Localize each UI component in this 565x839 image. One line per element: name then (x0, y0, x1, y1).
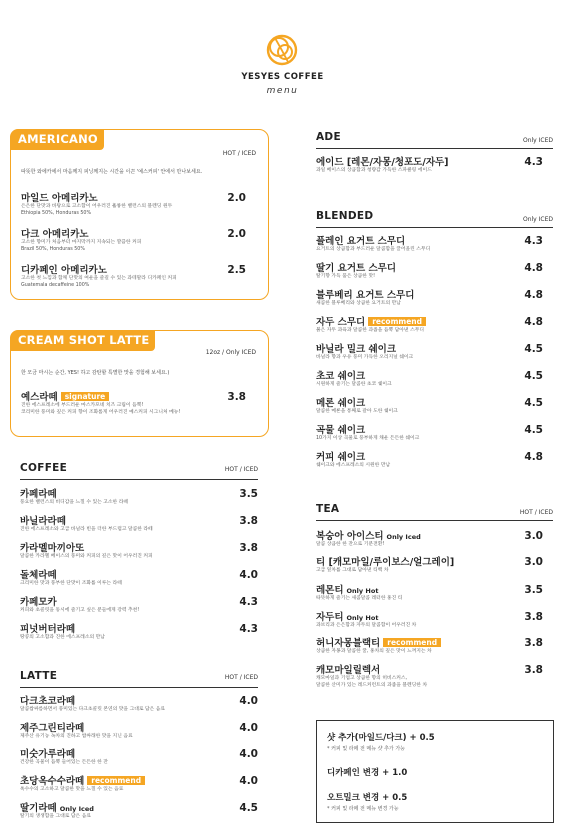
item-price: 3.5 (524, 584, 543, 596)
blended-section (316, 210, 553, 475)
item-name: 플레인 요거트 스무디 (316, 236, 406, 247)
item-price: 4.5 (524, 370, 543, 382)
item-price: 4.3 (524, 156, 543, 168)
menu-item (21, 389, 246, 416)
item-price: 4.8 (524, 262, 543, 274)
addon-name: 디카페인 변경 + 1.0 (327, 768, 408, 778)
menu-item (20, 746, 258, 767)
menu-item (316, 154, 553, 175)
item-price: 2.0 (227, 228, 246, 240)
item-name: 에이드 [레몬/자몽/청포도/자두] (316, 157, 449, 168)
menu-item (20, 486, 258, 507)
item-desc: 달콤쌉싸름하면서 풍미있는 다크초콜릿 본연의 맛을 그대로 담은 음료 (20, 707, 166, 712)
section-temp-label: HOT / ICED (224, 674, 258, 681)
menu-item (316, 314, 553, 335)
item-price: 4.5 (524, 424, 543, 436)
item-desc: 진한 에스프레소에 부드러운 마스카포네 치즈 크림이 듬뿍! (21, 403, 144, 408)
section-title: ADE (316, 131, 341, 143)
item-price: 4.8 (524, 451, 543, 463)
menu-item (20, 693, 258, 714)
section-temp-label: 12oz / Only ICED (205, 349, 256, 356)
menu-item (316, 395, 553, 416)
menu-item (21, 190, 246, 217)
section-intro: 따뜻한 와에카에서 마음께지 피닝께지는 시간을 이끈 '예스커피' 안에서 만나보세요. (21, 169, 203, 175)
section-temp-label: Only ICED (522, 137, 553, 144)
addons-box (316, 720, 554, 823)
section-divider (20, 687, 258, 688)
latte-section (20, 670, 258, 830)
menu-item (316, 368, 553, 389)
item-price: 3.0 (524, 530, 543, 542)
item-name: 예스라떼 (21, 392, 58, 403)
item-price: 4.3 (239, 596, 258, 608)
coffee-section (20, 462, 258, 647)
item-name: 자두티 (316, 612, 344, 623)
item-desc: 요거트의 상큼함과 부드러운 달콤함을 끌어올린 스무디 (316, 247, 431, 252)
item-name: 카라멜마끼아또 (20, 543, 85, 554)
item-desc: 풍요한 밸런스의 비디감을 느낄 수 있는 고소한 라떼 (20, 500, 128, 505)
section-title: CREAM SHOT LATTE (10, 330, 155, 351)
item-name: 딸기 요거트 스무디 (316, 263, 397, 274)
item-desc: 10가지 이상 곡물로 풍부하게 채운 든든한 쉐이크 (316, 436, 420, 441)
item-price: 4.0 (239, 775, 258, 787)
item-desc: 캐모마일과 기업고 상큼한 향의 히비스커스, (316, 676, 408, 681)
menu-item (316, 260, 553, 281)
recommend-badge: recommend (383, 638, 441, 647)
item-desc: 딸기의 생생함을 그대로 담은 음료 (20, 814, 91, 819)
item-desc: 상큼한 자몽과 달콤한 꿀, 홍차의 깊은 맛이 느껴지는 차 (316, 649, 432, 654)
item-note: Only Iced (59, 805, 94, 813)
section-title: BLENDED (316, 210, 374, 222)
item-price: 4.0 (239, 695, 258, 707)
tea-section (316, 503, 553, 698)
section-temp-label: Only ICED (522, 216, 553, 223)
item-price: 3.0 (524, 556, 543, 568)
menu-item (316, 662, 553, 689)
item-note: Only Hot (346, 614, 379, 622)
item-name: 다크 아메리카노 (21, 229, 89, 240)
menu-item (21, 226, 246, 253)
item-desc: 따뜻하게 즐기는 새콤달콤 레터한 홍진 티 (316, 596, 403, 601)
cream-shot-latte-section (10, 330, 269, 437)
item-name: 다크초코라떼 (20, 696, 76, 707)
section-title: TEA (316, 503, 340, 515)
item-desc: 옥수수의 고소하고 달콤한 맛을 느낄 수 있는 음료 (20, 787, 124, 792)
menu-item (20, 800, 258, 821)
menu-item (316, 528, 553, 549)
item-price: 4.0 (239, 722, 258, 734)
recommend-badge: recommend (368, 317, 426, 326)
item-name: 바닐라라떼 (20, 516, 66, 527)
item-price: 4.5 (524, 397, 543, 409)
item-name: 레몬티 (316, 585, 344, 596)
menu-item (20, 567, 258, 588)
section-divider (316, 148, 553, 149)
section-divider (316, 227, 553, 228)
item-name: 초코 쉐이크 (316, 371, 366, 382)
brand-name: YESYES COFFEE (241, 72, 324, 82)
menu-item (20, 621, 258, 642)
item-name: 블루베리 요거트 스무디 (316, 290, 415, 301)
section-temp-label: HOT / ICED (224, 466, 258, 473)
menu-item (316, 233, 553, 254)
item-note: Only Hot (346, 587, 379, 595)
section-intro: 한 모금 마시는 순간, YES! 하고 감탄할 특별한 맛을 경험해 보세요.) (21, 370, 170, 376)
section-title: AMERICANO (10, 129, 104, 150)
item-desc: 딸기향 가득 품은 상큼한 맛! (316, 274, 375, 279)
item-name: 바닐라 밀크 쉐이크 (316, 344, 397, 355)
item-price: 3.8 (524, 637, 543, 649)
item-price: 4.8 (524, 289, 543, 301)
item-note: Only Iced (386, 533, 421, 541)
item-price: 4.0 (239, 748, 258, 760)
item-price: 3.8 (524, 611, 543, 623)
item-name: 제주그린티라떼 (20, 723, 85, 734)
addon-item (327, 791, 407, 812)
item-name: 복숭아 아이스티 (316, 531, 384, 542)
item-desc: 진한 에스프레소와 고급 바닐라 빈을 더한 부드럽고 달콤한 라떼 (20, 527, 153, 532)
addon-item (327, 766, 407, 778)
menu-item (20, 594, 258, 615)
item-name: 디카페인 아메리카노 (21, 265, 107, 276)
item-desc: 고급 잎차를 그대로 담아낸 티백 차 (316, 568, 389, 573)
item-desc: 고소한 첫 느낌과 함께 단맛의 여운을 즐길 수 있는 과테말라 디카페인 커피 (21, 276, 177, 281)
brand-subtitle: menu (266, 86, 299, 96)
recommend-badge: recommend (87, 776, 145, 785)
signature-badge: signature (61, 392, 110, 401)
item-desc: 바닐라 향과 우유 풍미 가득한 오리지널 쉐이크 (316, 355, 414, 360)
section-temp-label: HOT / ICED (519, 509, 553, 516)
item-desc: 시원하게 즐기는 달콤한 초코 쉐이크 (316, 382, 392, 387)
menu-item (20, 540, 258, 561)
item-desc: 새콤한 블루베리와 상큼한 요거트의 만남 (316, 301, 401, 306)
section-title: LATTE (20, 670, 58, 682)
item-price: 3.8 (524, 664, 543, 676)
item-price: 4.5 (524, 343, 543, 355)
menu-item (316, 341, 553, 362)
addon-name: 오트밀크 변경 + 0.5 (327, 793, 408, 803)
item-price: 3.8 (239, 515, 258, 527)
item-desc: 코리미한 풍미와 깊은 커피 향이 조화롭게 어우러진 예스커피 시그니처 메뉴! (21, 409, 181, 415)
menu-item (316, 449, 553, 470)
item-price: 3.8 (239, 542, 258, 554)
item-name: 캐모마일릴렉서 (316, 665, 381, 676)
item-price: 4.8 (524, 316, 543, 328)
item-price: 2.5 (227, 264, 246, 276)
item-price: 4.3 (239, 623, 258, 635)
section-divider (316, 520, 553, 521)
item-name: 메론 쉐이크 (316, 398, 366, 409)
item-desc: 달콤한 메론을 통째로 갈아 도한 쉐이크 (316, 409, 398, 414)
item-name: 피넛버터라떼 (20, 624, 76, 635)
item-name: 카페모카 (20, 597, 57, 608)
brand-logo-icon (262, 30, 302, 70)
item-name: 돌체라떼 (20, 570, 57, 581)
menu-item (316, 609, 553, 630)
menu-item (20, 773, 258, 794)
item-name: 허니자몽블랙티 (316, 638, 381, 649)
item-desc: 커피와 초콜릿을 동시에 즐기고 싶은 분들에게 강력 추천! (20, 608, 140, 613)
addon-item (327, 731, 435, 752)
item-name: 딸기라떼 (20, 803, 57, 814)
section-title: COFFEE (20, 462, 68, 474)
item-desc: 달콤 상큼한 한 잔으로 기분전환! (316, 542, 385, 547)
item-origin: Guatemala decaffeine 100% (21, 282, 90, 288)
item-desc: 과일 베이스의 상큼함과 청량감 가득한 스파클링 에이드 (316, 168, 432, 173)
item-price: 2.0 (227, 192, 246, 204)
menu-item (316, 554, 553, 575)
menu-item (316, 635, 553, 656)
addon-note: * 커피 및 라떼 전 메뉴 변경 가능 (327, 806, 399, 812)
item-name: 곡물 쉐이크 (316, 425, 366, 436)
ade-section (316, 131, 553, 181)
item-name: 티 [캐모마일/루이보스/얼그레이] (316, 557, 455, 568)
item-price: 4.3 (524, 235, 543, 247)
item-name: 카페라떼 (20, 489, 57, 500)
item-desc: 은은한 단맛과 바탕으로 고소함이 어우러진 훌륭한 밸런스의 블렌딩 원두 (21, 204, 173, 209)
item-desc: 땅콩의 고소함과 진한 에스프레소의 만남 (20, 635, 105, 640)
item-origin: Brazil 50%, Honduras 50% (21, 246, 85, 252)
item-price: 4.0 (239, 569, 258, 581)
item-desc: 크리미한 맛과 풍부한 단맛이 조화를 이루는 라떼 (20, 581, 122, 586)
americano-section (10, 129, 269, 300)
item-desc: 건강한 곡물이 듬뿍 들어있는 든든한 한 잔 (20, 760, 108, 765)
item-desc: 붉은 자두 과육과 달콤한 과즙을 듬뿍 담아낸 스무디 (316, 328, 424, 333)
menu-item (21, 262, 246, 289)
menu-item (316, 422, 553, 443)
item-price: 4.5 (239, 802, 258, 814)
item-desc: 제주산 유기농 녹차의 진하고 쌉싸래한 맛을 지닌 음료 (20, 734, 133, 739)
menu-item (20, 513, 258, 534)
item-name: 마일드 아메리카노 (21, 193, 98, 204)
menu-item (20, 720, 258, 741)
addon-note: * 커피 및 라떼 전 메뉴 샷 추가 가능 (327, 746, 406, 752)
item-price: 3.8 (227, 391, 246, 403)
item-name: 자두 스무디 (316, 317, 366, 328)
section-divider (20, 479, 258, 480)
item-name: 미숫가루라떼 (20, 749, 76, 760)
item-price: 3.5 (239, 488, 258, 500)
item-desc: 쉐이크와 에스프레소의 시원한 만남 (316, 463, 391, 468)
item-desc: 달콤한 카라멜 베이스의 풍미와 커피의 깊은 맛이 어우러진 커피 (20, 554, 153, 559)
menu-item (316, 287, 553, 308)
item-name: 커피 쉐이크 (316, 452, 366, 463)
section-temp-label: HOT / ICED (222, 150, 256, 157)
addon-name: 샷 추가(마일드/다크) + 0.5 (327, 733, 435, 743)
item-desc: 과브리과 은은함과 자두의 달콤함이 어우러진 차 (316, 623, 417, 628)
item-name: 초당옥수수라떼 (20, 776, 85, 787)
item-origin: Ethiopia 50%, Honduras 50% (21, 210, 92, 216)
item-desc: 고소한 향미가 처음부터 마지막까지 지속되는 깔끔한 커피 (21, 240, 142, 245)
menu-item (316, 582, 553, 603)
item-desc: 달콤한 산미가 있는 레드커런트의 과즙을 블렌딩한 차 (316, 682, 428, 688)
